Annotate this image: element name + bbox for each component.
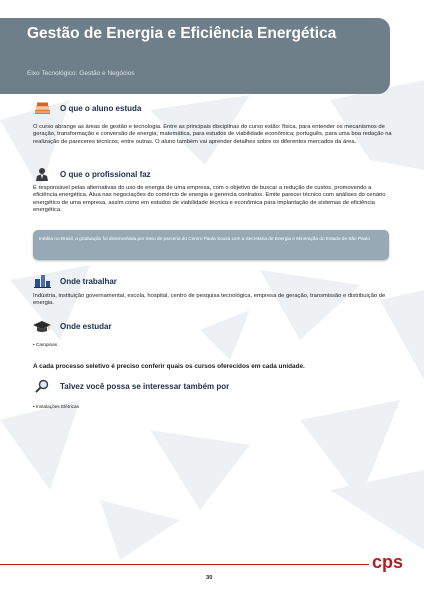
graduation-cap-icon: [33, 319, 51, 333]
section-text-estuda: O curso abrange as áreas de gestão e tecnologia. Entre as principais disciplinas do curso estão: física, para entender os mecanismos de geração, transformação e conversão de energia; matemática, para estudos de viabilidade econômica; português, para uma boa redação na realização de pareceres técnicos, entre outras. O aluno também vai aprender detalhes sobre os diferentes mercados da área.: [33, 124, 392, 145]
header-banner: [0, 18, 390, 94]
section-heading-profissional: [33, 167, 151, 181]
section-title: Talvez você possa se interessar também por: [60, 381, 230, 391]
section-title: O que o profissional faz: [60, 169, 151, 179]
callout-text: Inédita no Brasil, a graduação foi desenvolvida por meio de parceria do Centro Paula Souza com a Secretaria de Energia e Mineração do Estado de São Paulo: [39, 236, 370, 241]
section-heading-estuda: [33, 101, 141, 115]
cps-logo: [371, 550, 411, 574]
section-title: Onde estudar: [60, 321, 112, 331]
books-icon: [33, 101, 51, 115]
section-text-trabalhar: Indústria, instituição governamental, escola, hospital, centro de pesquisa tecnológica, empresa de geração, transmissão e distribuição de energia.: [33, 293, 386, 307]
list-item: • Instalações Elétricas: [33, 404, 79, 409]
professional-icon: [33, 167, 51, 181]
footer-divider: [0, 564, 369, 565]
section-heading-trabalhar: [33, 274, 117, 288]
section-text-profissional: É responsável pelas alternativas do uso de energia de uma empresa, com o objetivo de buscar a redução de custos, promovendo a eficiência energética. Atua nas negociações do comércio de energia e gerencia contratos. Emite parecer técnico com análises do cenário energético de uma empresa, assim como em estudos de viabilidade técnica e econômica para implantação de sistemas de eficiência energética.: [33, 185, 386, 214]
info-callout: [33, 230, 389, 260]
section-heading-estudar: [33, 319, 112, 333]
magnifier-icon: [33, 379, 51, 393]
list-item: • Campinas: [33, 342, 58, 347]
section-heading-interessar: [33, 379, 229, 393]
buildings-icon: [33, 274, 51, 288]
page-title: Gestão de Energia e Eficiência Energética: [27, 25, 337, 42]
section-title: Onde trabalhar: [60, 276, 117, 286]
svg-text:cps: cps: [372, 552, 404, 572]
selection-notice: A cada processo seletivo é preciso conferir quais os cursos oferecidos em cada unidade.: [33, 363, 305, 370]
section-title: O que o aluno estuda: [60, 103, 142, 113]
page-number: 30: [206, 575, 213, 581]
page-subtitle: Eixo Tecnológico: Gestão e Negócios: [27, 70, 135, 77]
